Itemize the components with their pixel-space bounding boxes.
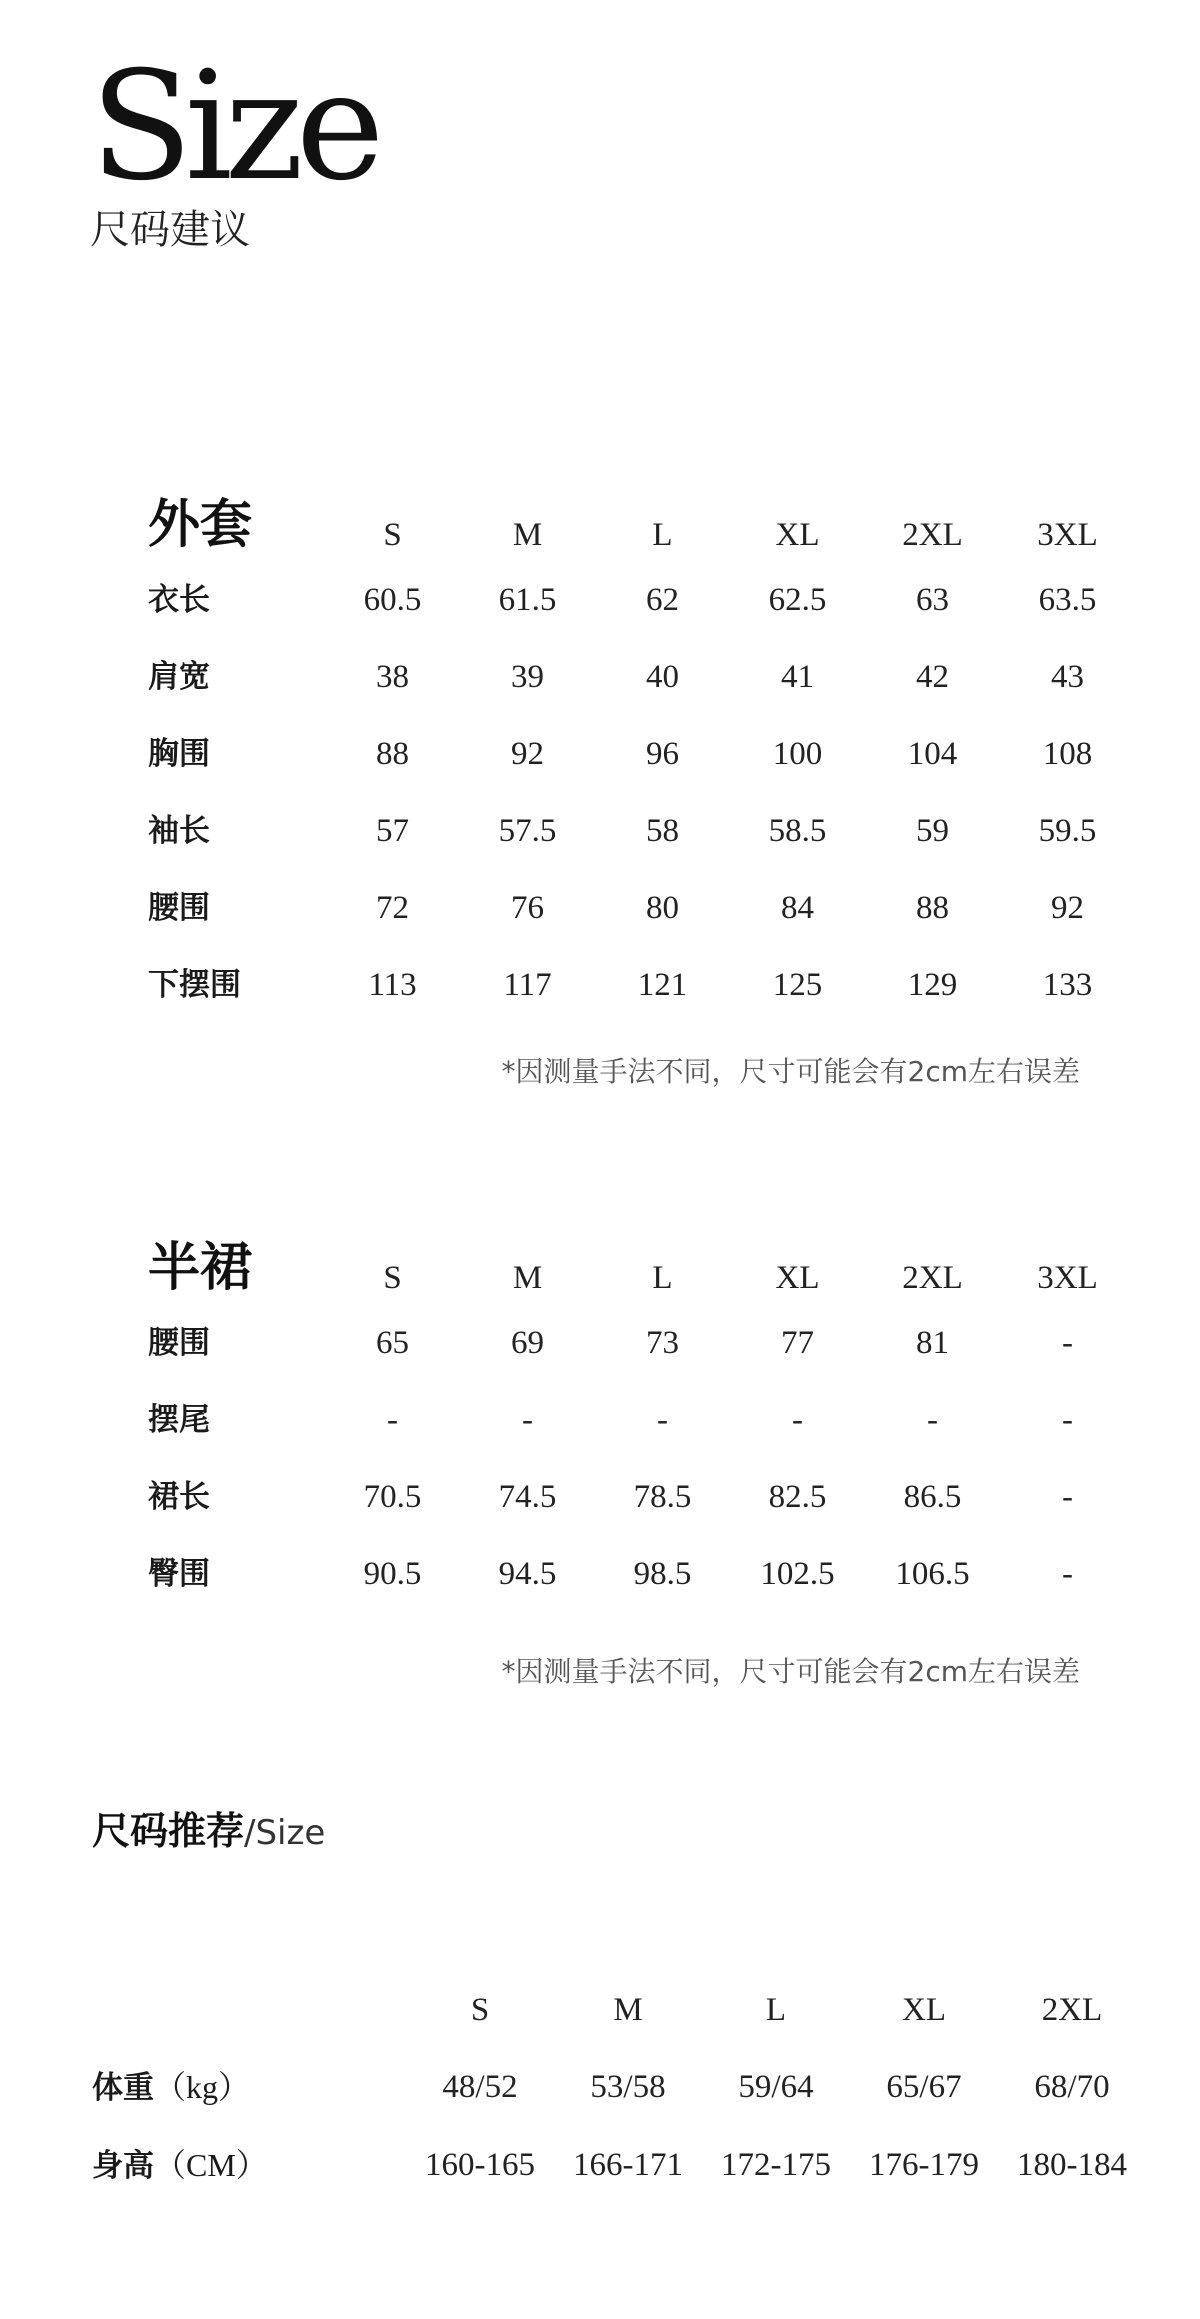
table-cell: 60.5: [363, 582, 422, 618]
table-row: [0, 878, 1200, 938]
table-cell: 74.5: [498, 1479, 557, 1515]
table-cell: 69: [511, 1325, 544, 1361]
table-cell: -: [1062, 1556, 1073, 1592]
table-cell: 80: [646, 890, 679, 926]
size-header: XL: [775, 1260, 820, 1296]
table-cell: 133: [1042, 967, 1093, 1003]
table-cell: -: [657, 1402, 668, 1438]
row-label: 胸围: [148, 736, 210, 772]
size-header: M: [613, 1992, 643, 2028]
table-row: [0, 801, 1200, 861]
table-cell: 72: [376, 890, 409, 926]
row-label: 裙长: [148, 1479, 210, 1515]
row-label: 袖长: [148, 813, 210, 849]
table-cell: 68/70: [1034, 2069, 1110, 2105]
recommendation-title: [92, 1800, 325, 1855]
table-cell: 41: [781, 659, 814, 695]
table-row: [0, 1390, 1200, 1450]
size-header: M: [512, 517, 543, 553]
table-cell: 48/52: [442, 2069, 518, 2105]
row-label: 臀围: [148, 1556, 210, 1592]
row-label: 腰围: [148, 890, 210, 926]
row-label-text: 身高: [92, 2148, 154, 2184]
table-cell: 160-165: [425, 2147, 535, 2183]
table-cell: 43: [1051, 659, 1084, 695]
size-header: L: [765, 1992, 787, 2028]
table-header-row: [0, 1238, 1200, 1298]
table-cell: 106.5: [895, 1556, 970, 1592]
table-cell: -: [1062, 1479, 1073, 1515]
size-header: 3XL: [1037, 1260, 1098, 1296]
header-subtitle: 尺码建议: [90, 207, 250, 253]
table-row: [0, 1544, 1200, 1604]
table-cell: 63.5: [1038, 582, 1097, 618]
row-label-text: 体重: [92, 2070, 154, 2106]
measurement-note: *因测量手法不同，尺寸可能会有2cm左右误差: [501, 1655, 1080, 1688]
row-label-unit: （kg）: [154, 2069, 251, 2105]
table-cell: 176-179: [869, 2147, 979, 2183]
size-header: L: [652, 1260, 673, 1296]
row-label: [92, 2135, 268, 2196]
table-cell: 88: [376, 736, 409, 772]
table-header-row: [0, 1980, 1200, 2040]
table-cell: -: [792, 1402, 803, 1438]
table-title: 外套: [148, 495, 253, 555]
table-row: [0, 2135, 1200, 2195]
table-row: [0, 2057, 1200, 2117]
table-row: [0, 1467, 1200, 1527]
table-row: [0, 1313, 1200, 1373]
table-cell: -: [387, 1402, 398, 1438]
table-cell: 57.5: [498, 813, 557, 849]
size-header: M: [512, 1260, 543, 1296]
table-cell: 81: [916, 1325, 949, 1361]
table-cell: 58: [646, 813, 679, 849]
size-header: 2XL: [902, 1260, 963, 1296]
size-header: XL: [902, 1992, 946, 2028]
recommendation-title-en: /Size: [244, 1813, 326, 1853]
table-cell: 108: [1042, 736, 1093, 772]
size-header: 3XL: [1037, 517, 1098, 553]
table-cell: 90.5: [363, 1556, 422, 1592]
row-label: 下摆围: [148, 967, 241, 1003]
table-cell: 94.5: [498, 1556, 557, 1592]
table-cell: 65: [376, 1325, 409, 1361]
table-cell: 73: [646, 1325, 679, 1361]
table-cell: 166-171: [573, 2147, 683, 2183]
recommendation-title-zh: 尺码推荐: [92, 1809, 245, 1853]
measurement-note: *因测量手法不同，尺寸可能会有2cm左右误差: [501, 1055, 1080, 1088]
table-cell: 96: [646, 736, 679, 772]
table-cell: 39: [511, 659, 544, 695]
table-cell: 59: [916, 813, 949, 849]
size-header: 2XL: [902, 517, 963, 553]
table-cell: 92: [511, 736, 544, 772]
table-cell: 53/58: [590, 2069, 666, 2105]
size-header: S: [383, 517, 402, 553]
table-cell: -: [927, 1402, 938, 1438]
size-header: 2XL: [1041, 1992, 1103, 2028]
table-cell: 62.5: [768, 582, 827, 618]
table-cell: 62: [646, 582, 679, 618]
table-cell: 70.5: [363, 1479, 422, 1515]
size-header: L: [652, 517, 673, 553]
header-title: Size: [90, 40, 377, 214]
table-cell: 65/67: [886, 2069, 962, 2105]
table-cell: 102.5: [760, 1556, 835, 1592]
table-title: 半裙: [148, 1238, 253, 1298]
row-label: 摆尾: [148, 1402, 210, 1438]
table-cell: 100: [772, 736, 823, 772]
table-cell: 92: [1051, 890, 1084, 926]
table-row: [0, 724, 1200, 784]
table-cell: 129: [907, 967, 958, 1003]
row-label: 肩宽: [148, 659, 210, 695]
row-label-unit: （CM）: [154, 2147, 268, 2183]
table-cell: 84: [781, 890, 814, 926]
table-cell: 113: [368, 967, 417, 1003]
table-cell: 42: [916, 659, 949, 695]
table-cell: 78.5: [633, 1479, 692, 1515]
size-header: S: [383, 1260, 402, 1296]
table-cell: 180-184: [1017, 2147, 1127, 2183]
table-cell: 88: [916, 890, 949, 926]
table-cell: 86.5: [903, 1479, 962, 1515]
table-cell: 59.5: [1038, 813, 1097, 849]
table-cell: 38: [376, 659, 409, 695]
table-cell: 82.5: [768, 1479, 827, 1515]
table-row: [0, 570, 1200, 630]
table-cell: 61.5: [498, 582, 557, 618]
table-row: [0, 955, 1200, 1015]
row-label: 腰围: [148, 1325, 210, 1361]
row-label: 衣长: [148, 582, 210, 618]
table-cell: 59/64: [738, 2069, 814, 2105]
table-cell: 40: [646, 659, 679, 695]
table-cell: 117: [503, 967, 552, 1003]
table-cell: 77: [781, 1325, 814, 1361]
table-cell: 121: [637, 967, 688, 1003]
size-header: XL: [775, 517, 820, 553]
table-header-row: [0, 495, 1200, 555]
table-cell: 172-175: [721, 2147, 831, 2183]
table-cell: 76: [511, 890, 544, 926]
table-cell: 58.5: [768, 813, 827, 849]
table-cell: -: [1062, 1402, 1073, 1438]
size-header: S: [470, 1992, 490, 2028]
table-cell: 125: [772, 967, 823, 1003]
table-cell: -: [522, 1402, 533, 1438]
table-cell: 57: [376, 813, 409, 849]
table-cell: 98.5: [633, 1556, 692, 1592]
table-row: [0, 647, 1200, 707]
table-cell: 63: [916, 582, 949, 618]
row-label: [92, 2057, 250, 2118]
table-cell: 104: [907, 736, 958, 772]
table-cell: -: [1062, 1325, 1073, 1361]
